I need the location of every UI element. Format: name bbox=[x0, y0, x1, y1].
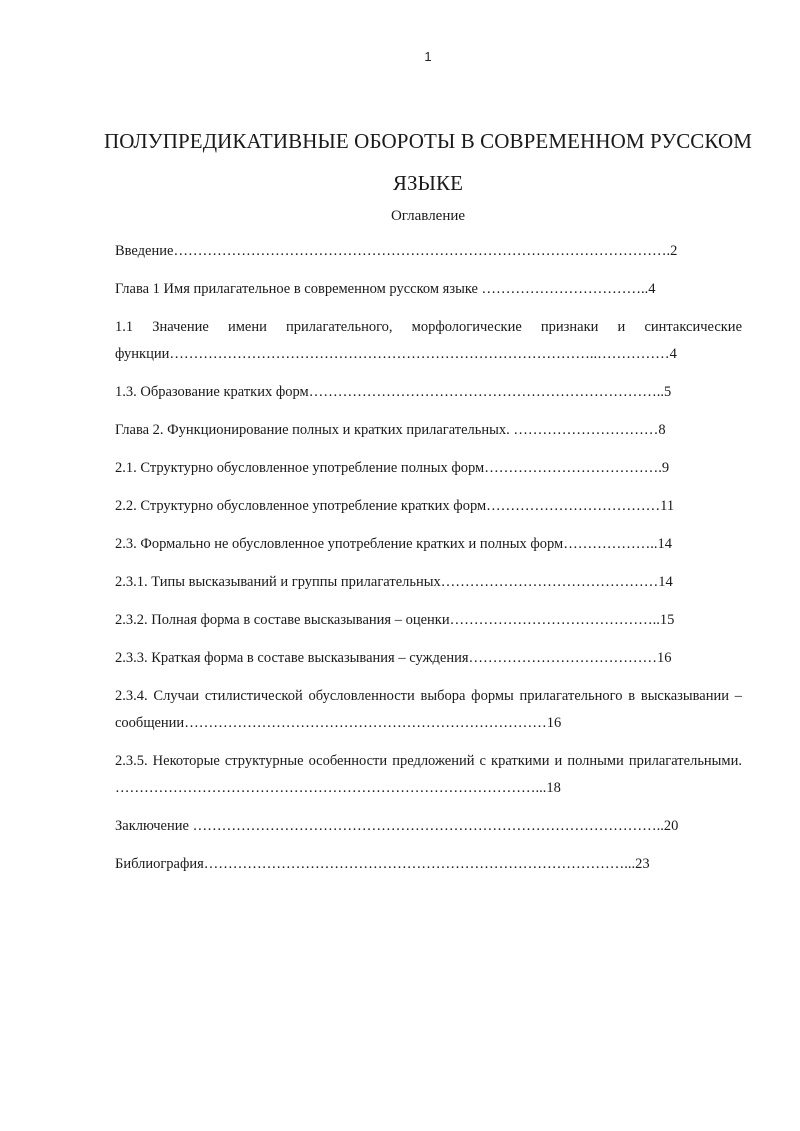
toc-entry: Глава 1 Имя прилагательное в современном русском языке ……………………………..4 bbox=[115, 281, 656, 297]
toc-entry: Глава 2. Функционирование полных и кратких прилагательных. …………………………8 bbox=[115, 422, 666, 438]
toc-entry: 1.1 Значение имени прилагательного, морфологические признаки и синтаксические функции……………………………………………………………………………..……………4 bbox=[115, 319, 742, 362]
table-of-contents bbox=[115, 238, 742, 889]
toc-entry: 2.3.4. Случаи стилистической обусловленности выбора формы прилагательного в высказывании – сообщении…………………………………………………………………16 bbox=[115, 688, 742, 731]
toc-entry: Библиография……………………………………………………………………………...23 bbox=[115, 856, 650, 872]
toc-entry: 2.1. Структурно обусловленное употребление полных форм……………………………….9 bbox=[115, 460, 670, 476]
toc-entry: 1.3. Образование кратких форм………………………………………………………………..5 bbox=[115, 384, 672, 400]
toc-entry: 2.3.2. Полная форма в составе высказывания – оценки……………………………………..15 bbox=[115, 612, 675, 628]
page-number: 1 bbox=[424, 49, 432, 64]
toc-entry: 2.3. Формально не обусловленное употребление кратких и полных форм………………..14 bbox=[115, 536, 672, 552]
toc-entry: 2.2. Структурно обусловленное употребление кратких форм………………………………11 bbox=[115, 498, 675, 514]
toc-heading: Оглавление bbox=[390, 208, 466, 224]
document-title: ПОЛУПРЕДИКАТИВНЫЕ ОБОРОТЫ В СОВРЕМЕННОМ РУССКОМ ЯЗЫКЕ bbox=[103, 129, 753, 195]
toc-entry: 2.3.1. Типы высказываний и группы прилагательных………………………………………14 bbox=[115, 574, 673, 590]
toc-entry: 2.3.5. Некоторые структурные особенности предложений с краткими и полными прилагательными. ……………………………………………………………………………...18 bbox=[115, 753, 742, 796]
toc-entry: Заключение ……………………………………………………………………………………..20 bbox=[115, 818, 679, 834]
toc-entry: Введение………………………………………………………………………………………….2 bbox=[115, 243, 678, 259]
toc-entry: 2.3.3. Краткая форма в составе высказывания – суждения…………………………………16 bbox=[115, 650, 672, 666]
